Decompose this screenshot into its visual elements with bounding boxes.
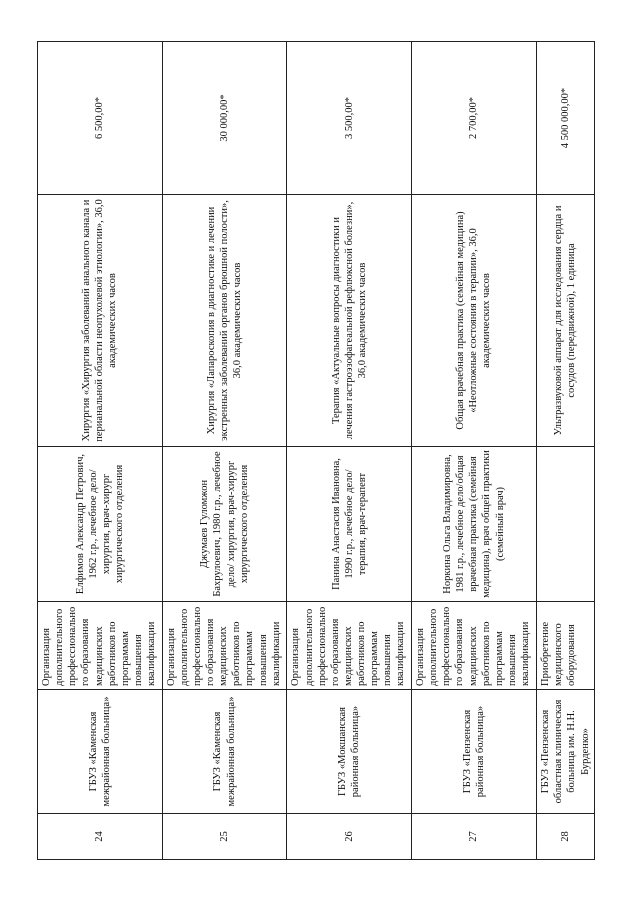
price-cell: 6 500,00*	[38, 42, 163, 195]
table-row	[162, 42, 287, 860]
rotated-table-frame	[37, 42, 595, 860]
price-cell: 4 500 000,00*	[536, 42, 594, 195]
person-cell	[536, 447, 594, 602]
table-row	[38, 42, 163, 860]
table-row	[412, 42, 537, 860]
institution-cell: ГБУЗ «Мокшанская районная больница»	[287, 690, 412, 814]
institution-cell: ГБУЗ «Пензенская районная больница»	[412, 690, 537, 814]
table-row	[287, 42, 412, 860]
institution-cell: ГБУЗ «Пензенская областная клиническая больница им. Н.Н. Бурденко»	[536, 690, 594, 814]
program-cell: Организация дополнительного профессионального образования медицинских работников по программам повышения квалификации	[38, 602, 163, 690]
price-cell: 3 500,00*	[287, 42, 412, 195]
price-cell: 30 000,00*	[162, 42, 287, 195]
person-cell: Панина Анастасия Ивановна, 1990 г.р., лечебное дело/ терапия, врач-терапевт	[287, 447, 412, 602]
row-number: 24	[38, 814, 163, 860]
person-cell: Джумаев Гуломжон Бахрулоевич, 1980 г.р., лечебное дело/ хирургия, врач-хирург хирургического отделения	[162, 447, 287, 602]
person-cell: Норкина Ольга Владимировна, 1981 г.р., лечебное дело/общая врачебная практика (семейная медицина), врач общей практики (семейный врач)	[412, 447, 537, 602]
program-cell: Приобретение медицинского оборудования	[536, 602, 594, 690]
course-cell: Хирургия «Лапароскопия в диагностике и лечении экстренных заболеваний органов брюшной полости», 36,0 академических часов	[162, 195, 287, 447]
program-cell: Организация дополнительного профессионального образования медицинских работников по программам повышения квалификации	[412, 602, 537, 690]
table-container	[37, 42, 595, 860]
program-cell: Организация дополнительного профессионального образования медицинских работников по программам повышения квалификации	[287, 602, 412, 690]
row-number: 27	[412, 814, 537, 860]
table-row	[536, 42, 594, 860]
row-number: 28	[536, 814, 594, 860]
price-cell: 2 700,00*	[412, 42, 537, 195]
course-cell: Общая врачебная практика (семейная медицина) «Неотложные состояния в терапии», 36,0 академических часов	[412, 195, 537, 447]
funding-table	[37, 41, 595, 860]
person-cell: Елфимов Александр Петрович, 1962 г.р., лечебное дело/ хирургия, врач-хирург хирургического отделения	[38, 447, 163, 602]
course-cell: Ультразвуковой аппарат для исследования сердца и сосудов (передвижной), 1 единица	[536, 195, 594, 447]
row-number: 26	[287, 814, 412, 860]
institution-cell: ГБУЗ «Каменская межрайонная больница»	[162, 690, 287, 814]
program-cell: Организация дополнительного профессионального образования медицинских работников по программам повышения квалификации	[162, 602, 287, 690]
course-cell: Терапия «Актуальные вопросы диагностики и лечения гастроэзофагеальной рефлюксной болезни», 36,0 академических часов	[287, 195, 412, 447]
row-number: 25	[162, 814, 287, 860]
institution-cell: ГБУЗ «Каменская межрайонная больница»	[38, 690, 163, 814]
course-cell: Хирургия «Хирургия заболеваний анального канала и перианальной области неопухолевой этиологии», 36,0 академических часов	[38, 195, 163, 447]
